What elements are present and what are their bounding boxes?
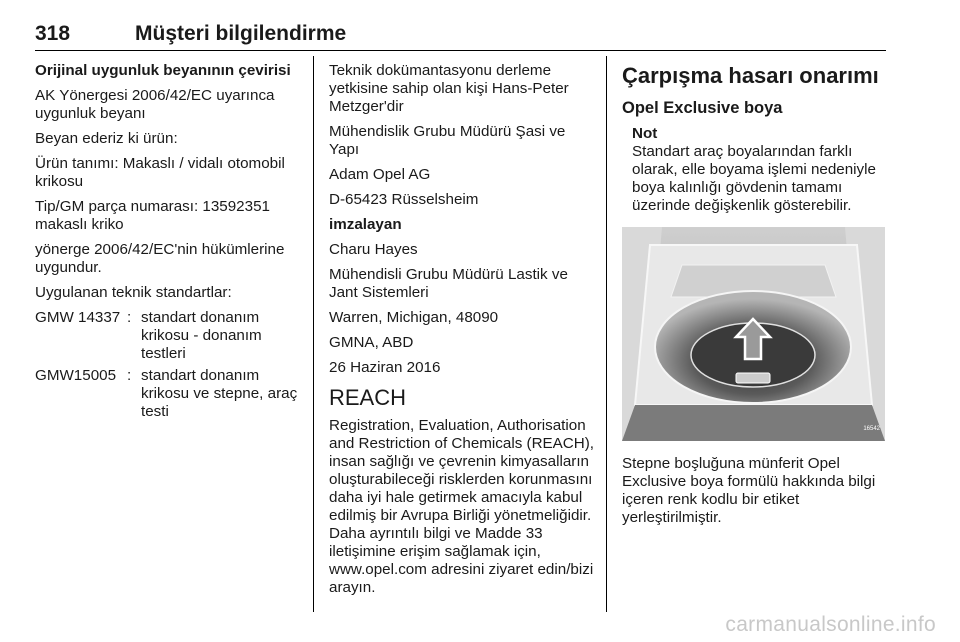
declaration-paragraph: Ürün tanımı: Makaslı / vidalı otomobil krikosu: [35, 155, 285, 190]
signed-label: imzalayan: [329, 216, 402, 233]
declaration-paragraph: yönerge 2006/42/EC'nin hükümlerine uygundur.: [35, 241, 285, 276]
signatory-address: Warren, Michigan, 48090: [329, 309, 499, 326]
column-signatory: [329, 62, 595, 604]
declaration-heading: Orijinal uygunluk beyanının çevirisi: [35, 62, 291, 79]
person-role: Mühendislik Grubu Müdürü Şasi ve Yapı: [329, 123, 566, 158]
declaration-paragraph: Beyan ederiz ki ürün:: [35, 130, 178, 147]
table-row: [35, 309, 303, 367]
declaration-paragraph: AK Yönergesi 2006/42/EC uyarınca uygunluk beyanı: [35, 87, 275, 122]
exclusive-paint-heading: Opel Exclusive boya: [622, 99, 783, 117]
reach-heading: REACH: [329, 385, 407, 410]
spare-wheel-well-illustration: [622, 227, 885, 441]
column-repair: [622, 62, 886, 527]
page-number: 318: [35, 22, 71, 45]
page-header: [35, 22, 885, 50]
column-divider-1: [313, 56, 314, 612]
page-title: Müşteri bilgilendirme: [135, 22, 347, 45]
photo-id: 16542: [863, 426, 880, 432]
documentation-person: Teknik dokümantasyonu derleme yetkisine sahip olan kişi Hans-Peter Metzger'dir: [329, 62, 569, 115]
header-divider: [35, 50, 886, 51]
table-row: [35, 367, 303, 425]
standard-code: GMW 14337: [35, 309, 121, 326]
company-name: Adam Opel AG: [329, 166, 431, 183]
company-address: D-65423 Rüsselsheim: [329, 191, 479, 208]
standard-separator: :: [127, 309, 132, 326]
collision-repair-heading: Çarpışma hasarı onarımı: [622, 63, 879, 88]
declaration-paragraph: Tip/GM parça numarası: 13592351 makaslı kriko: [35, 198, 270, 233]
column-declaration: [35, 62, 303, 425]
photo-caption: Stepne boşluğuna münferit Opel Exclusive boya formülü hakkında bilgi içeren renk kodlu bir etiket yerleştirilmiştir.: [622, 455, 876, 526]
watermark: carmanualsonline.info: [725, 613, 936, 636]
spare-wheel-well-photo: [622, 227, 885, 441]
note-text: Standart araç boyalarından farklı olarak, elle boyama işlemi nedeniyle boya kalınlığı gövdenin tamamı üzerinde değişkenlik gösterebilir.: [632, 143, 876, 214]
note-label: Not: [632, 125, 658, 142]
signatory-role: Mühendisli Grubu Müdürü Lastik ve Jant Sistemleri: [329, 266, 568, 301]
reach-text: Registration, Evaluation, Authorisation and Restriction of Chemicals (REACH), insan sağlığı ve çevrenin kimyasalların oluşturabileceği risklerden korunmasını daha iyi hale getirmek amacıyla kabul edilmiş bir Avrupa Birliği yönetmeliğidir. Daha ayrıntılı bilgi ve Madde 33 iletişimine erişim sağlamak için, www.opel.com adresini ziyaret edin/bizi arayın.: [329, 417, 595, 596]
standard-description: standart donanım krikosu - donanım testleri: [141, 309, 262, 362]
standard-code: GMW15005: [35, 367, 117, 384]
column-divider-2: [606, 56, 607, 612]
standard-separator: :: [127, 367, 132, 384]
standards-table: [35, 309, 303, 425]
note-box: [632, 125, 886, 215]
declaration-paragraph: Uygulanan teknik standartlar:: [35, 284, 232, 301]
signature-date: 26 Haziran 2016: [329, 359, 441, 376]
signatory-company: GMNA, ABD: [329, 334, 414, 351]
standard-description: standart donanım krikosu ve stepne, araç testi: [141, 367, 298, 420]
signatory-name: Charu Hayes: [329, 241, 418, 258]
